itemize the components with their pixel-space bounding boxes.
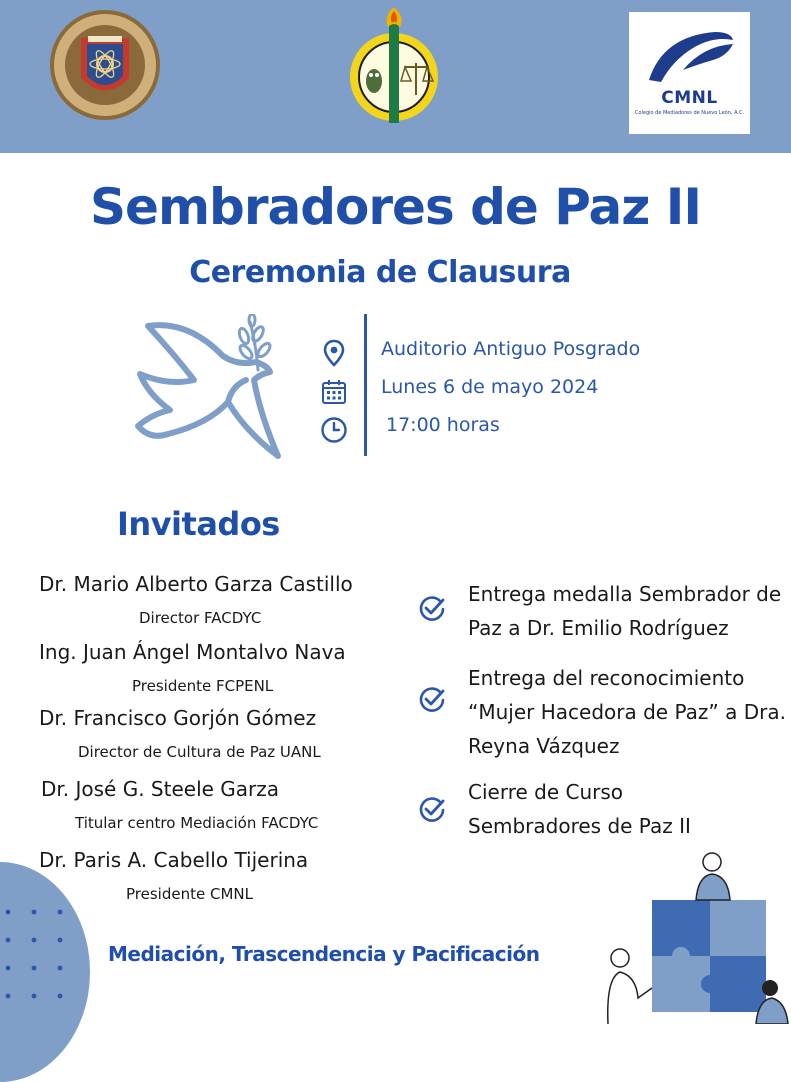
- uanl-seal-logo: [48, 8, 162, 122]
- guest-name: Dr. José G. Steele Garza: [41, 777, 280, 801]
- slogan: Mediación, Trascendencia y Pacificación: [108, 942, 540, 966]
- info-divider: [364, 314, 367, 456]
- event-date: Lunes 6 de mayo 2024: [381, 376, 599, 398]
- agenda-item-line: “Mujer Hacedora de Paz” a Dra.: [468, 700, 786, 724]
- agenda-item: [468, 577, 791, 645]
- agenda-item-line: Entrega medalla Sembrador de: [468, 582, 782, 606]
- event-title: Sembradores de Paz II: [90, 178, 701, 236]
- agenda-item-line: Reyna Vázquez: [468, 734, 620, 758]
- guest-role: Director FACDYC: [139, 609, 262, 627]
- cmnl-logo: [629, 12, 750, 134]
- agenda-item-line: Cierre de Curso: [468, 780, 624, 804]
- facdyc-emblem-logo: [345, 5, 443, 130]
- agenda-item-line: Paz a Dr. Emilio Rodríguez: [468, 616, 729, 640]
- dot-pattern-decoration: [4, 906, 94, 1016]
- agenda-item: [468, 775, 791, 843]
- cmnl-swoosh-icon: [643, 26, 737, 84]
- guests-heading: Invitados: [117, 505, 280, 543]
- calendar-icon: [320, 378, 348, 406]
- guest-name: Dr. Mario Alberto Garza Castillo: [39, 572, 353, 596]
- dove-icon: [128, 314, 288, 464]
- guest-role: Titular centro Mediación FACDYC: [75, 814, 319, 832]
- puzzle-team-illustration: [590, 848, 790, 1024]
- cmnl-logo-subtitle: Colegio de Mediadores de Nuevo León, A.C.: [634, 110, 745, 116]
- guest-role: Presidente CMNL: [126, 885, 253, 903]
- event-location: Auditorio Antiguo Posgrado: [381, 338, 641, 360]
- agenda-item: [468, 661, 791, 763]
- map-pin-icon: [320, 339, 348, 367]
- check-circle-icon: [418, 796, 446, 824]
- guest-name: Dr. Francisco Gorjón Gómez: [39, 706, 317, 730]
- guest-role: Director de Cultura de Paz UANL: [78, 743, 321, 761]
- clock-icon: [320, 416, 348, 444]
- event-time: 17:00 horas: [386, 414, 500, 436]
- guest-name: Dr. Paris A. Cabello Tijerina: [39, 848, 309, 872]
- agenda-item-line: Entrega del reconocimiento: [468, 666, 745, 690]
- guest-role: Presidente FCPENL: [132, 677, 274, 695]
- guest-name: Ing. Juan Ángel Montalvo Nava: [39, 640, 346, 664]
- check-circle-icon: [418, 595, 446, 623]
- cmnl-logo-text: CMNL: [661, 88, 718, 108]
- check-circle-icon: [418, 686, 446, 714]
- agenda-item-line: Sembradores de Paz II: [468, 814, 691, 838]
- event-subtitle: Ceremonia de Clausura: [189, 255, 571, 290]
